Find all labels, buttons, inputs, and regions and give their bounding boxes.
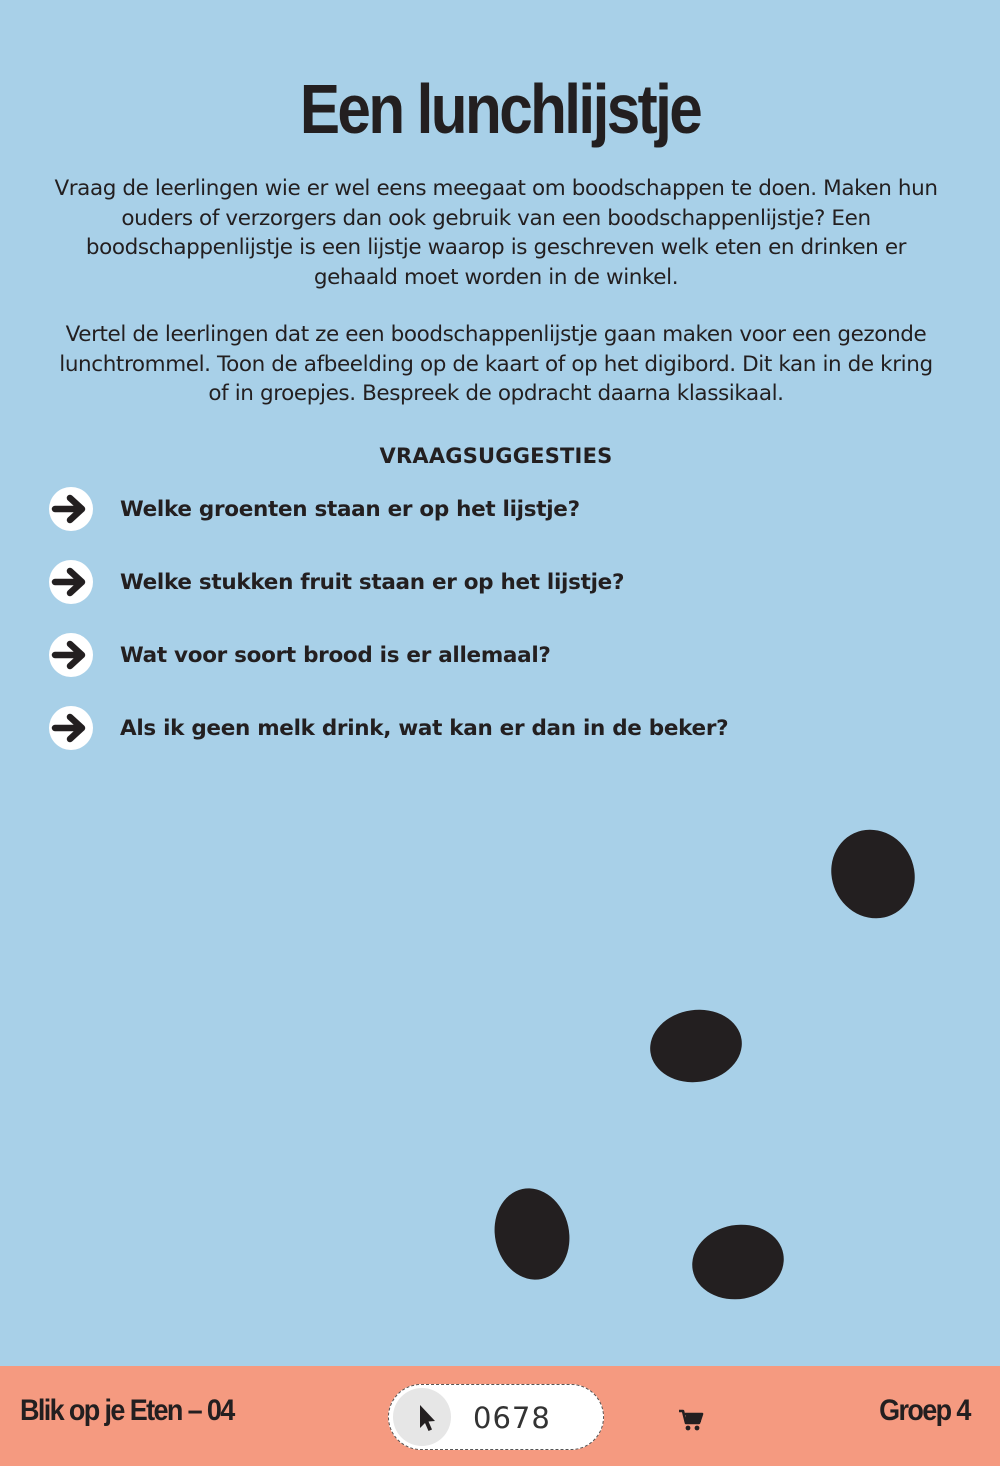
arrow-right-icon xyxy=(46,557,96,607)
cart-icon[interactable] xyxy=(678,1408,704,1432)
arrow-right-icon xyxy=(46,703,96,753)
blob-decoration xyxy=(646,1006,746,1086)
question-item xyxy=(46,557,624,607)
footer-group-label: Groep 4 xyxy=(879,1394,970,1427)
question-text: Als ik geen melk drink, wat kan er dan in de beker? xyxy=(120,715,729,741)
question-item xyxy=(46,484,580,534)
instruction-paragraph: Vertel de leerlingen dat ze een boodschappenlijstje gaan maken voor een gezonde lunchtrommel. Toon de afbeelding op de kaart of op het digibord. Dit kan in de kring of in groepjes. Bespreek de opdracht daarna klassikaal. xyxy=(59,322,933,406)
footer-bar xyxy=(0,1366,1000,1466)
cursor-icon-bg xyxy=(393,1388,451,1446)
blob-decoration xyxy=(688,1220,788,1304)
cursor-icon xyxy=(393,1388,451,1446)
blob-decoration xyxy=(490,1185,574,1283)
code-pill[interactable] xyxy=(388,1384,604,1450)
intro-paragraph: Vraag de leerlingen wie er wel eens meegaat om boodschappen te doen. Maken hun ouders of verzorgers dan ook gebruik van een boodschappenlijstje? Een boodschappenlijstje is een lijstje waarop is geschreven welk eten en drinken er gehaald moet worden in de winkel. xyxy=(54,176,938,290)
question-text: Welke stukken fruit staan er op het lijstje? xyxy=(120,569,625,595)
question-text: Wat voor soort brood is er allemaal? xyxy=(120,642,551,668)
question-text: Welke groenten staan er op het lijstje? xyxy=(120,496,580,522)
arrow-right-icon xyxy=(46,630,96,680)
blob-decoration xyxy=(828,826,918,922)
arrow-right-icon xyxy=(46,484,96,534)
question-item xyxy=(46,630,551,680)
page-title: Een lunchlijstje xyxy=(299,70,701,148)
section-heading: VRAAGSUGGESTIES xyxy=(379,444,613,468)
footer-series-title: Blik op je Eten – 04 xyxy=(20,1394,234,1427)
question-item xyxy=(46,703,728,753)
code-number: 0678 xyxy=(473,1401,551,1435)
